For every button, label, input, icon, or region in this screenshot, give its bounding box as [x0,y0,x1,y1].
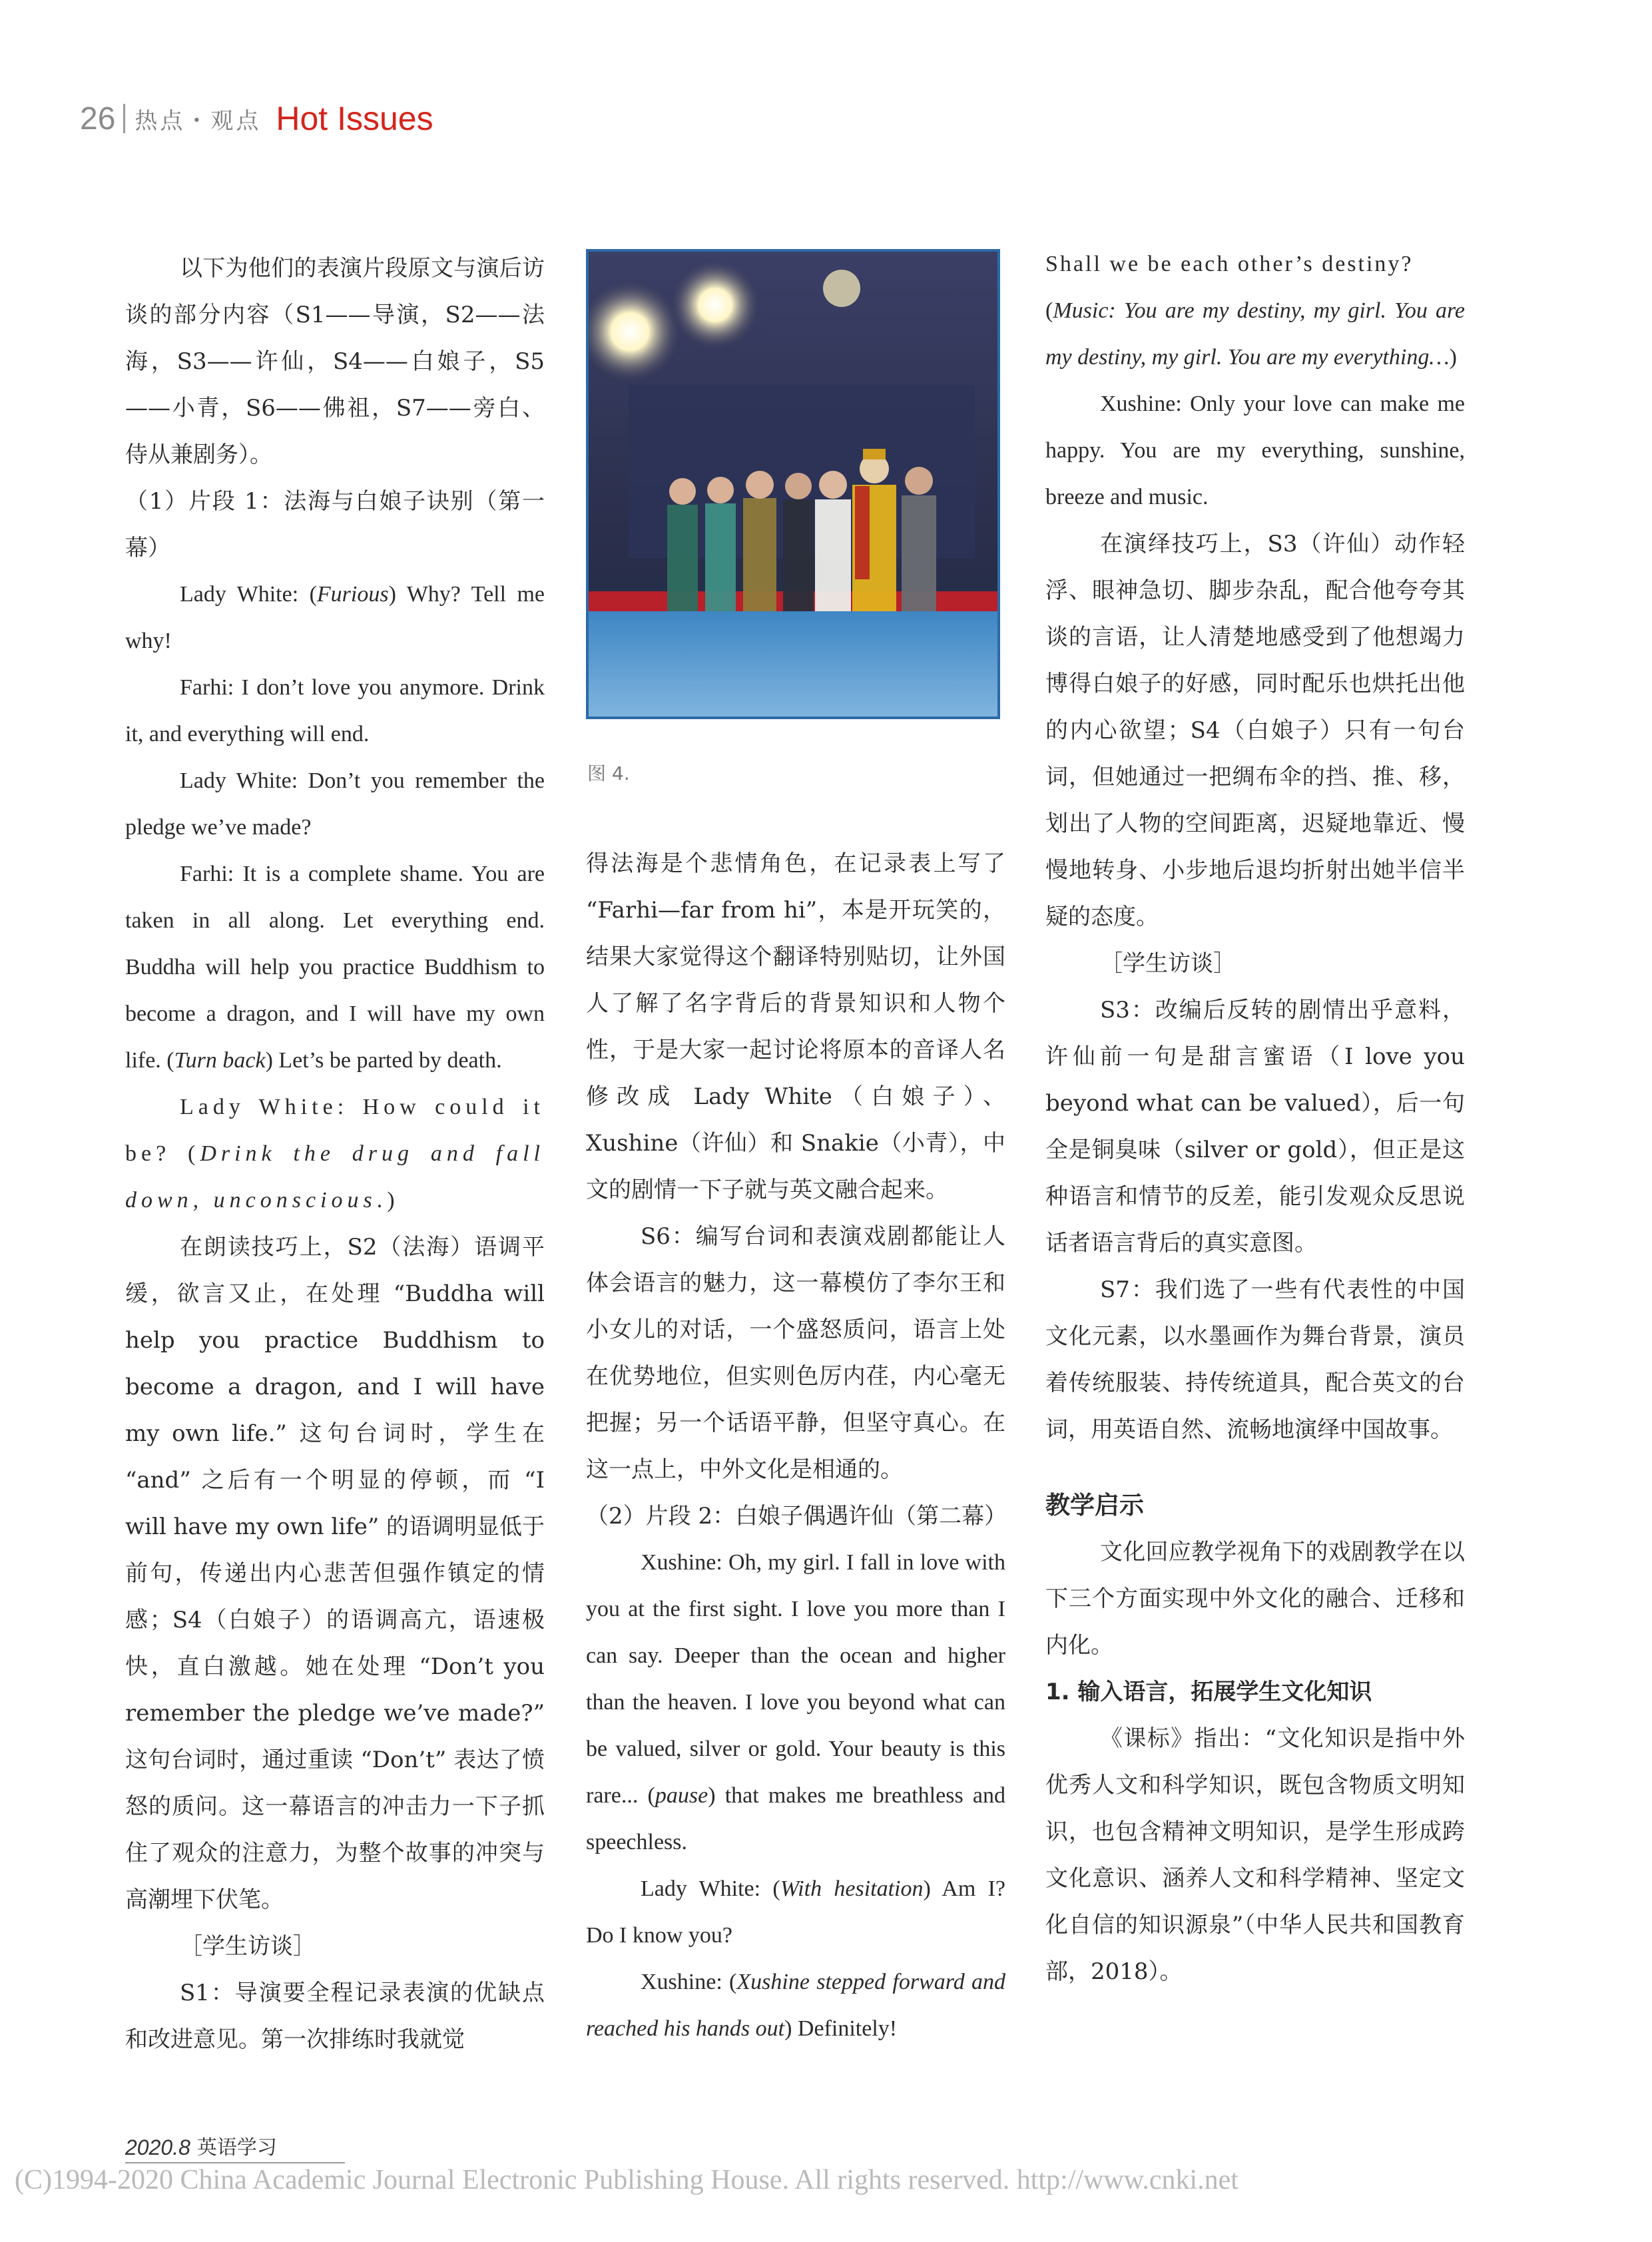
interview-s1: S1：导演要全程记录表演的优缺点和改进意见。第一次排练时我就觉 [125,1980,545,2053]
stage-photo-image [589,252,997,716]
section-heading: 教学启示 [1045,1491,1144,1520]
issue-number: 2020.8 [125,2135,190,2159]
dialogue-line: Xushine: Oh, my girl. I fall in love with you at the first sight. I love you more than I can say. Deeper than the ocean and higher than the heaven. I love you beyond what can be valued, silver or gold. Your beauty is this rare... (pause) that makes me breathless and speechless. [586,1550,1005,1854]
subsection-heading: 1. 输入语言，拓展学生文化知识 [1045,1679,1372,1705]
paragraph-performance: 在演绎技巧上，S3（许仙）动作轻浮、眼神急切、脚步杂乱，配合他夸夸其谈的言语，让人清楚地感受到了他想竭力博得白娘子的好感，同时配乐也烘托出他的内心欲望；S4（白娘子）只有一句台词，但她通过一把绸布伞的挡、推、移，划出了人物的空间距离，迟疑地靠近、慢慢地转身、小步地后退均折射出她半信半疑的态度。 [1045,531,1465,930]
dialogue-line: Farhi: I don’t love you anymore. Drink it, and everything will end. [125,675,545,746]
paragraph-analysis: 在朗读技巧上，S2（法海）语调平缓，欲言又止，在处理 “Buddha will help you practice Buddhism to become a dragon, and I will have my own life.” 这句台词时，学生在 “and” 之后有一个明显的停顿，而 “I will have my own life” 的语调明显低于前句，传递出内心悲苦但强作镇定的情感；S4（白娘子）的语调高亢，语速极快，直白激越。她在处理 “Don’t you remember the pledge we’ve made?” 这句台词时，通过重读 “Don’t” 表达了愤怒的质问。这一幕语言的冲击力一下子抓住了观众的注意力，为整个故事的冲突与高潮埋下伏笔。 [125,1234,545,1913]
interview-label: ［学生访谈］ [180,1933,316,1960]
paragraph-intro: 以下为他们的表演片段原文与演后访谈的部分内容（S1——导演，S2——法海，S3——许仙，S4——白娘子，S5——小青，S6——佛祖，S7——旁白、侍从兼剧务）。 [125,255,545,468]
dialogue-line: Farhi: It is a complete shame. You are taken in all along. Let everything end. Buddha will help you practice Buddhism to become a dragon, and I will have my own life. (Turn back) Let’s be parted by death. [125,862,545,1073]
dialogue-line: Lady White: (Furious) Why? Tell me why! [125,582,545,653]
interview-label: ［学生访谈］ [1100,950,1236,977]
column-left [125,245,545,2063]
page-header [80,92,433,145]
dialogue-line: Lady White: Don’t you remember the pledge we’ve made? [125,768,545,840]
section-label: 热点・观点 [135,107,262,135]
segment-heading-1: （1）片段 1：法海与白娘子诀别（第一幕） [125,488,545,561]
page-number: 26 [80,101,116,137]
paragraph-curriculum: 《课标》指出：“文化知识是指中外优秀人文和科学知识，既包含物质文明知识，也包含精神文明知识，是学生形成跨文化意识、涵养人文和科学精神、坚定文化自信的知识源泉”（中华人民共和国教育部，2018）。 [1045,1725,1465,1985]
column-right [1045,241,1465,1995]
paragraph-teaching: 文化回应教学视角下的戏剧教学在以下三个方面实现中外文化的融合、迁移和内化。 [1045,1539,1465,1659]
dialogue-line: Shall we be each other’s destiny? [1045,252,1414,276]
dialogue-line: Lady White: How could it be? (Drink the drug and fall down, unconscious.) [125,1095,545,1213]
header-divider [123,104,125,133]
footer-rule [125,2162,345,2163]
interview-s3: S3：改编后反转的剧情出乎意料，许仙前一句是甜言蜜语（I love you beyond what can be valued），后一句全是铜臭味（silver or gold），但正是这种语言和情节的反差，能引发观众反思说话者语言背后的真实意图。 [1045,997,1465,1257]
figure-caption: 图 4. [587,762,630,784]
dialogue-line: Xushine: Only your love can make me happy. You are my everything, sunshine, breeze and music. [1045,392,1465,509]
music-cue: (Music: You are my destiny, my girl. You are my destiny, my girl. You are my everything…) [1045,298,1465,370]
segment-heading-2: （2）片段 2：白娘子偶遇许仙（第二幕） [586,1503,1007,1530]
interview-s6: S6：编写台词和表演戏剧都能让人体会语言的魅力，这一幕模仿了李尔王和小女儿的对话，一个盛怒质问，语言上处在优势地位，但实则色厉内荏，内心毫无把握；另一个话语平静，但坚守真心。在这一点上，中外文化是相通的。 [586,1223,1005,1483]
dialogue-line: Lady White: (With hesitation) Am I? Do I know you? [586,1876,1005,1948]
stage-photo [586,249,1000,719]
magazine-name: 英语学习 [196,2136,277,2159]
column-title: Hot Issues [276,100,433,137]
column-middle [586,840,1005,2052]
interview-s7: S7：我们选了一些有代表性的中国文化元素，以水墨画作为舞台背景，演员着传统服装、持传统道具，配合英文的台词，用英语自然、流畅地演绎中国故事。 [1045,1276,1465,1443]
dialogue-line: Xushine: (Xushine stepped forward and reached his hands out) Definitely! [586,1970,1005,2041]
page-footer [125,2131,277,2160]
interview-s1-cont: 得法海是个悲情角色，在记录表上写了 “Farhi—far from hi”，本是开玩笑的，结果大家觉得这个翻译特别贴切，让外国人了解了名字背后的背景知识和人物个性，于是大家一起讨论将原本的音译人名修改成 Lady White（白娘子）、Xushine（许仙）和 Snakie（小青），中文的剧情一下子就与英文融合起来。 [586,850,1005,1203]
copyright-notice: (C)1994-2020 China Academic Journal Electronic Publishing House. All rights reserved. http://www.cnki.net [15,2165,1239,2195]
